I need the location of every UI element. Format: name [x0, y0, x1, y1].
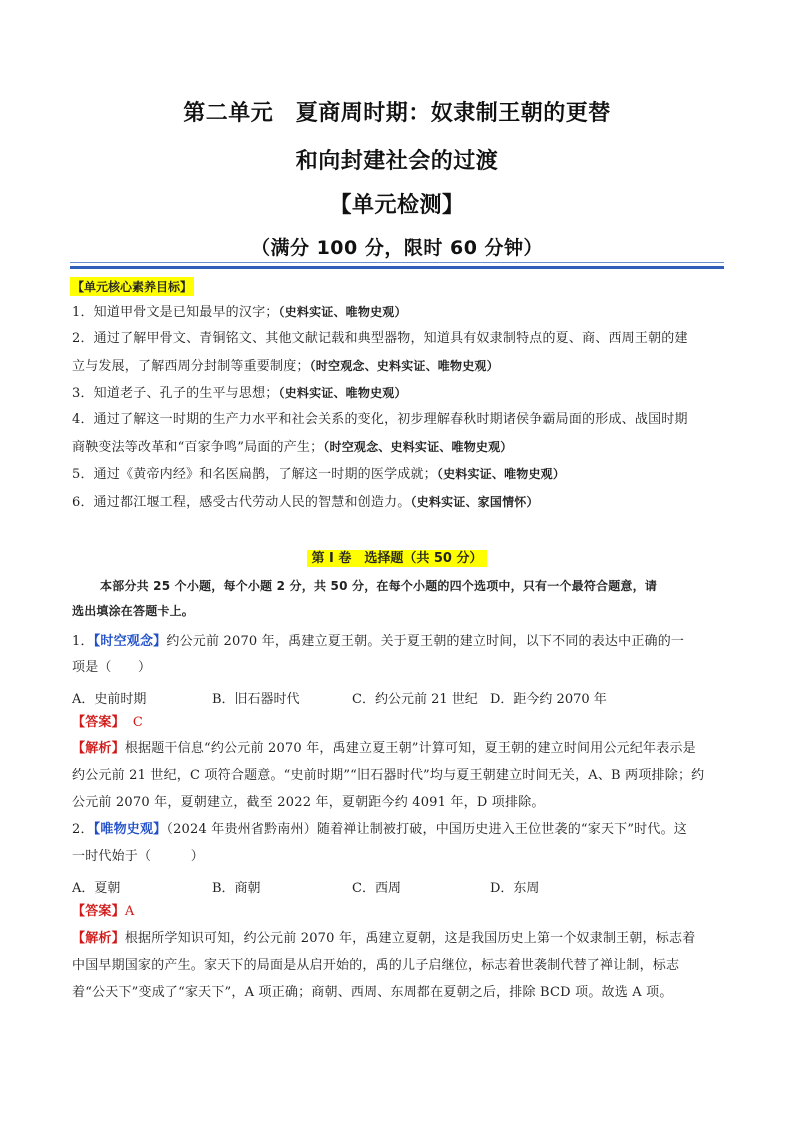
goals-heading: 【单元核心素养目标】 — [70, 277, 194, 296]
q1-answer-value: C — [132, 715, 143, 730]
q1-option-b: B．旧石器时代 — [212, 692, 300, 707]
q2-analysis-text: 根据所学知识可知，约公元前 2070 年，禹建立夏朝，这是我国历史上第一个奴隶制王朝，标志着 — [124, 931, 696, 946]
section-intro-line1: 本部分共 25 个小题，每个小题 2 分，共 50 分，在每个小题的四个选项中，只有一个最符合题意，请 — [100, 579, 658, 593]
q2-stem-line1 — [72, 822, 728, 838]
q1-stem-line2: 项是（ ） — [72, 660, 152, 675]
goal-tag: （史料实证、家国情怀） — [410, 495, 539, 509]
q1-stem-line1 — [72, 634, 728, 650]
title-line-2: 和向封建社会的过渡 — [295, 149, 499, 174]
q1-analysis-line3: 公元前 2070 年，夏朝建立，截至 2022 年，夏朝距今约 4091 年，D 项排除。 — [72, 795, 545, 810]
q2-option-b: B．商朝 — [212, 881, 261, 896]
goal-text: 商鞅变法等改革和“百家争鸣”局面的产生； — [72, 440, 324, 455]
q2-analysis-line2: 中国早期国家的产生。家天下的局面是从启开始的，禹的儿子启继位，标志着世袭制代替了禅让制，标志 — [72, 958, 680, 973]
goal-text: 5．通过《黄帝内经》和名医扁鹊，了解这一时期的医学成就； — [72, 467, 437, 482]
q1-tag: 【时空观念】 — [93, 634, 167, 649]
q2-stem-text: （2024 年贵州省黔南州）随着禅让制被打破，中国历史进入王位世袭的“家天下”时代。这 — [166, 822, 687, 837]
goal-item — [72, 439, 728, 456]
divider-thick — [70, 266, 724, 269]
goal-tag: （史料实证、唯物史观） — [436, 467, 566, 481]
goal-tag: （时空观念、史料实证、唯物史观） — [323, 440, 513, 454]
q2-option-c: C．西周 — [352, 881, 401, 896]
goal-text: 立与发展，了解西周分封制等重要制度； — [72, 359, 310, 374]
divider-thin — [70, 262, 724, 263]
q2-answer-value: A — [124, 904, 135, 919]
goal-text: 4．通过了解这一时期的生产力水平和社会关系的变化，初步理解春秋时期诸侯争霸局面的形成、战国时期 — [72, 412, 688, 427]
q2-tag: 【唯物史观】 — [93, 822, 167, 837]
q1-analysis-text: 根据题干信息“约公元前 2070 年，禹建立夏王朝”计算可知，夏王朝的建立时间用公元纪年表示是 — [124, 741, 696, 756]
section-title-text: 第 I 卷 选择题（共 50 分） — [307, 550, 486, 567]
q1-analysis-line1 — [72, 741, 728, 757]
q2-answer — [72, 904, 728, 920]
q1-option-a: A．史前时期 — [72, 692, 147, 707]
q2-option-a: A．夏朝 — [72, 881, 121, 896]
q1-stem-text: 约公元前 2070 年，禹建立夏王朝。关于夏王朝的建立时间，以下不同的表达中正确的一 — [166, 634, 685, 649]
goal-item — [72, 385, 728, 402]
goal-item — [72, 412, 728, 428]
section-intro-line2: 选出填涂在答题卡上。 — [72, 604, 195, 618]
title-line-1: 第二单元 夏商周时期：奴隶制王朝的更替 — [183, 101, 611, 126]
q2-option-d: D．东周 — [490, 881, 540, 896]
title-unit-test: 【单元检测】 — [329, 193, 465, 218]
goal-item — [72, 466, 728, 483]
q2-number: 2． — [72, 822, 94, 837]
goal-item — [72, 331, 728, 347]
q1-analysis-label: 【解析】 — [72, 741, 125, 756]
goal-tag: （史料实证、唯物史观） — [278, 305, 407, 319]
q1-option-c: C．约公元前 21 世纪 — [352, 692, 478, 707]
q1-number: 1． — [72, 634, 94, 649]
section-title — [0, 547, 794, 566]
q2-analysis-label: 【解析】 — [72, 931, 125, 946]
goal-item — [72, 358, 728, 375]
goal-text: 6．通过都江堰工程，感受古代劳动人民的智慧和创造力。 — [72, 495, 411, 510]
title-score-time: （满分 100 分，限时 60 分钟） — [250, 237, 544, 259]
q2-stem-line2: 一时代始于（ ） — [72, 849, 205, 864]
goal-tag: （史料实证、唯物史观） — [278, 386, 407, 400]
goal-item — [72, 304, 728, 321]
goal-text: 3．知道老子、孔子的生平与思想； — [72, 386, 279, 401]
goal-text: 2．通过了解甲骨文、青铜铭文、其他文献记载和典型器物，知道具有奴隶制特点的夏、商、西周王朝的建 — [72, 331, 688, 346]
q1-answer-label: 【答案】 — [72, 715, 125, 730]
goal-item — [72, 494, 728, 511]
q1-answer — [72, 715, 728, 731]
q1-analysis-line2: 约公元前 21 世纪，C 项符合题意。“史前时期”“旧石器时代”均与夏王朝建立时间无关，A、B 两项排除；约 — [72, 768, 705, 783]
q2-answer-label: 【答案】 — [72, 904, 125, 919]
q2-analysis-line3: 着“公天下”变成了“家天下”，A 项正确；商朝、西周、东周都在夏朝之后，排除 BCD 项。故选 A 项。 — [72, 985, 673, 1000]
goal-text: 1．知道甲骨文是已知最早的汉字； — [72, 305, 279, 320]
q1-option-d: D．距今约 2070 年 — [490, 692, 607, 707]
q2-analysis-line1 — [72, 931, 728, 947]
goal-tag: （时空观念、史料实证、唯物史观） — [309, 359, 499, 373]
